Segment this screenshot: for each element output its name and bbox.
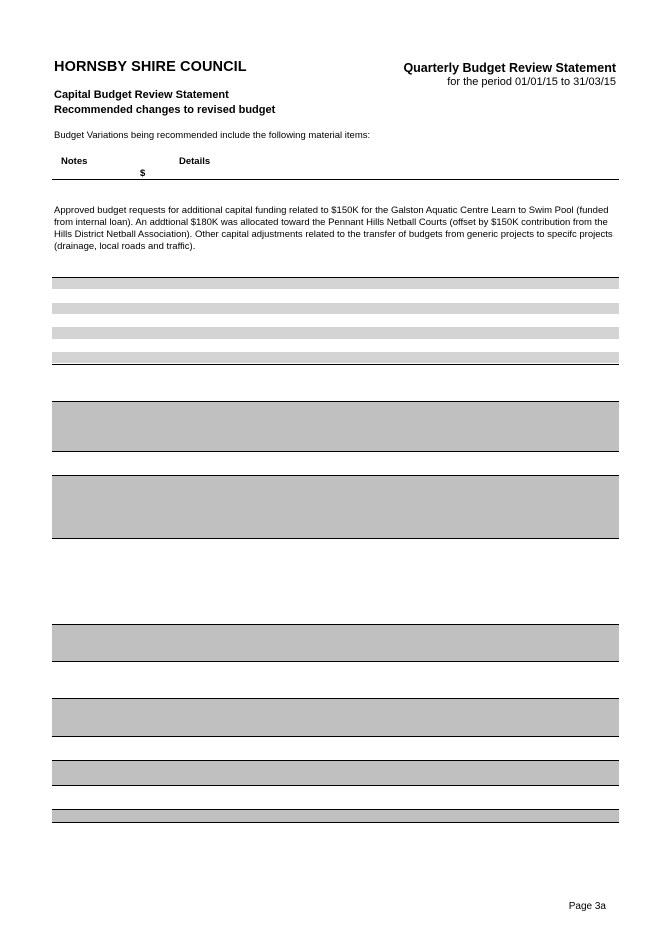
report-title: Quarterly Budget Review Statement xyxy=(403,61,616,75)
section-title: Capital Budget Review Statement xyxy=(54,89,229,101)
shaded-block xyxy=(52,698,619,737)
shaded-block xyxy=(52,401,619,452)
intro-text: Budget Variations being recommended include the following material items: xyxy=(54,130,371,141)
shaded-block xyxy=(52,809,619,823)
shaded-block xyxy=(52,624,619,662)
shaded-row xyxy=(52,278,619,289)
header-rule xyxy=(52,179,619,180)
shaded-block xyxy=(52,475,619,539)
column-header-details: Details xyxy=(179,156,211,167)
shaded-row xyxy=(52,352,619,363)
organisation-name: HORNSBY SHIRE COUNCIL xyxy=(54,59,247,75)
column-header-notes: Notes xyxy=(61,156,88,167)
shaded-row xyxy=(52,327,619,339)
variation-description: Approved budget requests for additional capital funding related to $150K for the Galston Aquatic Centre Learn to Swim Pool (funded from internal loan). An addtional $180K was allocated toward the Pennant Hills Netball Courts (offset by $150K contribution from the Hills District Netball Association). Other capital adjustments related to the transfer of budgets from generic projects to specifc projects (drainage, local roads and traffic). xyxy=(54,205,613,252)
page-number: Page 3a xyxy=(568,901,606,912)
summary-rule-bottom xyxy=(52,364,619,365)
shaded-row xyxy=(52,303,619,314)
section-subtitle: Recommended changes to revised budget xyxy=(54,104,276,116)
report-period: for the period 01/01/15 to 31/03/15 xyxy=(447,76,616,88)
column-header-amount: $ xyxy=(140,168,146,179)
shaded-block xyxy=(52,760,619,786)
